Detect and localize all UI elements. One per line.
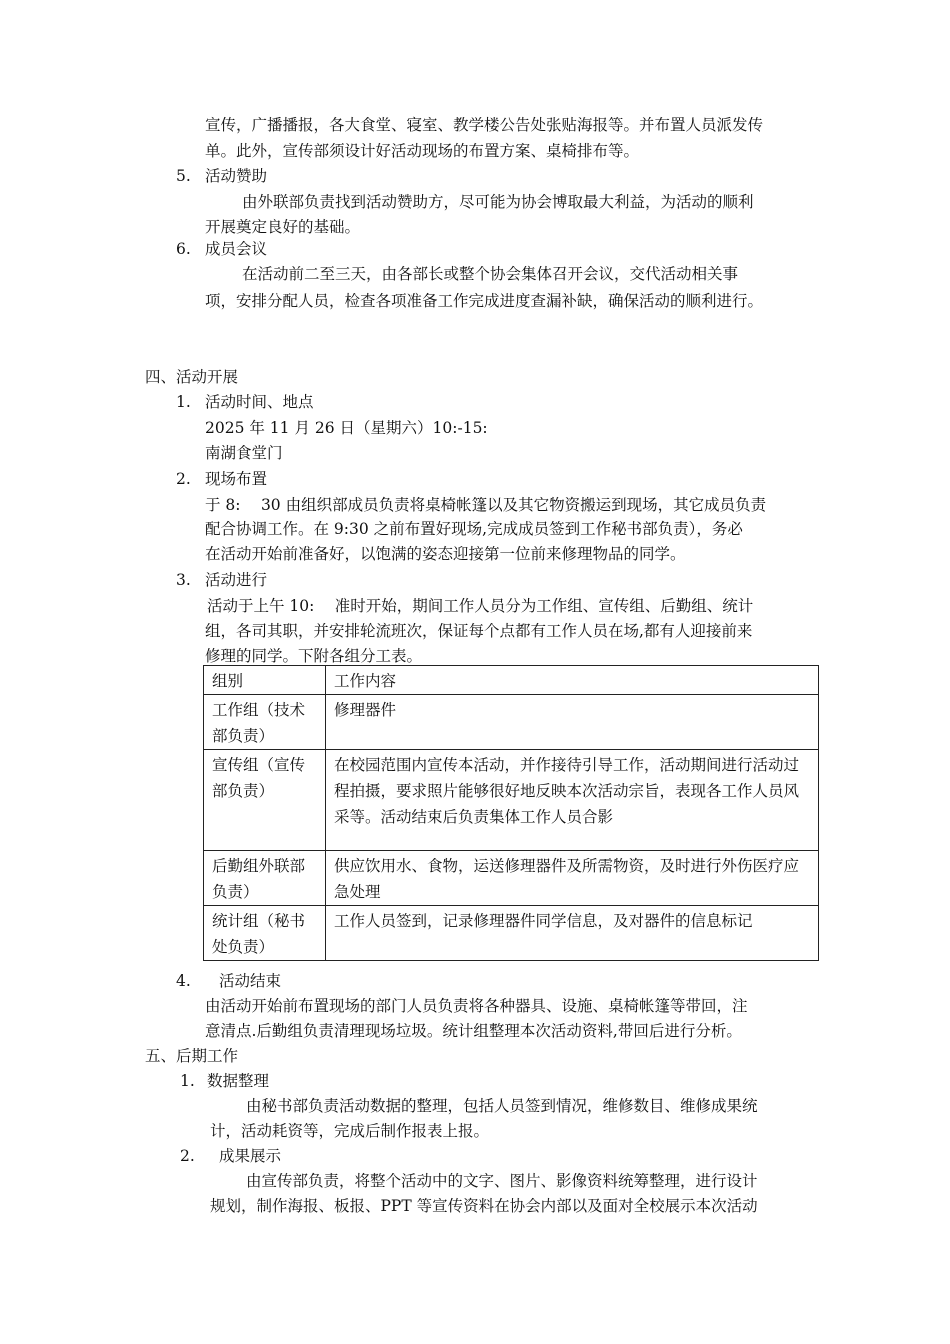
- meeting-title: 成员会议: [205, 240, 268, 258]
- event-time: 2025 年 11 月 26 日（星期六）10:-15:: [205, 419, 488, 437]
- table-cell-group: 后勤组外联部负责）: [204, 851, 326, 906]
- showcase-line-1: 由宣传部负责，将整个活动中的文字、图片、影像资料统筹整理，进行设计: [246, 1172, 758, 1190]
- meeting-line-2: 项，安排分配人员，检查各项准备工作完成进度查漏补缺，确保活动的顺利进行。: [205, 292, 764, 310]
- table-cell-group: 统计组（秘书处负责）: [204, 906, 326, 961]
- showcase-line-2: 规划，制作海报、板报、PPT 等宣传资料在协会内部以及面对全校展示本次活动: [210, 1197, 758, 1215]
- table-row: [204, 750, 819, 851]
- section-5-heading: 五、后期工作: [145, 1047, 239, 1065]
- table-cell-content: 工作人员签到，记录修理器件同学信息，及对器件的信息标记: [326, 906, 819, 961]
- meeting-number: 6.: [176, 240, 191, 258]
- data-line-1: 由秘书部负责活动数据的整理，包括人员签到情况，维修数目、维修成果统: [246, 1097, 758, 1115]
- table-cell-group: 宣传组（宣传部负责）: [204, 750, 326, 851]
- s5-item2-title: 成果展示: [219, 1147, 282, 1165]
- sponsor-title: 活动赞助: [205, 167, 268, 185]
- progress-line-2: 组，各司其职，并安排轮流班次，保证每个点都有工作人员在场,都有人迎接前来: [205, 622, 753, 640]
- intro-line-2: 单。此外，宣传部须设计好活动现场的布置方案、桌椅排布等。: [205, 142, 640, 160]
- s5-item1-title: 数据整理: [207, 1072, 270, 1090]
- s5-item1-number: 1.: [180, 1072, 195, 1090]
- setup-line-2: 配合协调工作。在 9:30 之前布置好现场,完成成员签到工作秘书部负责），务必: [205, 520, 743, 538]
- setup-line-1: 于 8: 30 由组织部成员负责将桌椅帐篷以及其它物资搬运到现场，其它成员负责: [205, 496, 767, 514]
- work-division-table: [203, 665, 819, 961]
- table-row: [204, 695, 819, 750]
- closing-line-1: 由活动开始前布置现场的部门人员负责将各种器具、设施、桌椅帐篷等带回，注: [205, 997, 748, 1015]
- s4-item4-number: 4.: [176, 972, 191, 990]
- progress-line-1: 活动于上午 10: 准时开始，期间工作人员分为工作组、宣传组、后勤组、统计: [207, 597, 754, 615]
- s4-item3-title: 活动进行: [205, 571, 268, 589]
- sponsor-line-2: 开展奠定良好的基础。: [205, 218, 361, 236]
- table-cell-content: 供应饮用水、食物，运送修理器件及所需物资，及时进行外伤医疗应急处理: [326, 851, 819, 906]
- table-row: [204, 851, 819, 906]
- setup-line-3: 在活动开始前准备好，以饱满的姿态迎接第一位前来修理物品的同学。: [205, 545, 686, 563]
- s4-item2-number: 2.: [176, 470, 191, 488]
- meeting-line-1: 在活动前二至三天，由各部长或整个协会集体召开会议，交代活动相关事: [242, 265, 739, 283]
- table-header-row: [204, 666, 819, 695]
- section-4-heading: 四、活动开展: [145, 368, 239, 386]
- table-cell-group: 工作组（技术部负责）: [204, 695, 326, 750]
- intro-line-1: 宣传，广播播报，各大食堂、寝室、教学楼公告处张贴海报等。并布置人员派发传: [205, 116, 764, 134]
- progress-line-3: 修理的同学。下附各组分工表。: [205, 647, 423, 665]
- s4-item2-title: 现场布置: [205, 470, 268, 488]
- s5-item2-number: 2.: [180, 1147, 195, 1165]
- data-line-2: 计，活动耗资等，完成后制作报表上报。: [210, 1122, 490, 1140]
- event-place: 南湖食堂门: [205, 444, 283, 462]
- table-row: [204, 906, 819, 961]
- table-header-cell: 组别: [204, 666, 326, 695]
- sponsor-number: 5.: [176, 167, 191, 185]
- table-header-cell: 工作内容: [326, 666, 819, 695]
- closing-line-2: 意清点.后勤组负责清理现场垃圾。统计组整理本次活动资料,带回后进行分析。: [205, 1022, 742, 1040]
- sponsor-line-1: 由外联部负责找到活动赞助方，尽可能为协会博取最大利益，为活动的顺利: [242, 193, 754, 211]
- table-cell-content: 在校园范围内宣传本活动，并作接待引导工作，活动期间进行活动过程拍摄，要求照片能够很好地反映本次活动宗旨，表现各工作人员风采等。活动结束后负责集体工作人员合影: [326, 750, 819, 851]
- s4-item3-number: 3.: [176, 571, 191, 589]
- table-cell-content: 修理器件: [326, 695, 819, 750]
- s4-item4-title: 活动结束: [219, 972, 282, 990]
- s4-item1-number: 1.: [176, 393, 191, 411]
- s4-item1-title: 活动时间、地点: [205, 393, 314, 411]
